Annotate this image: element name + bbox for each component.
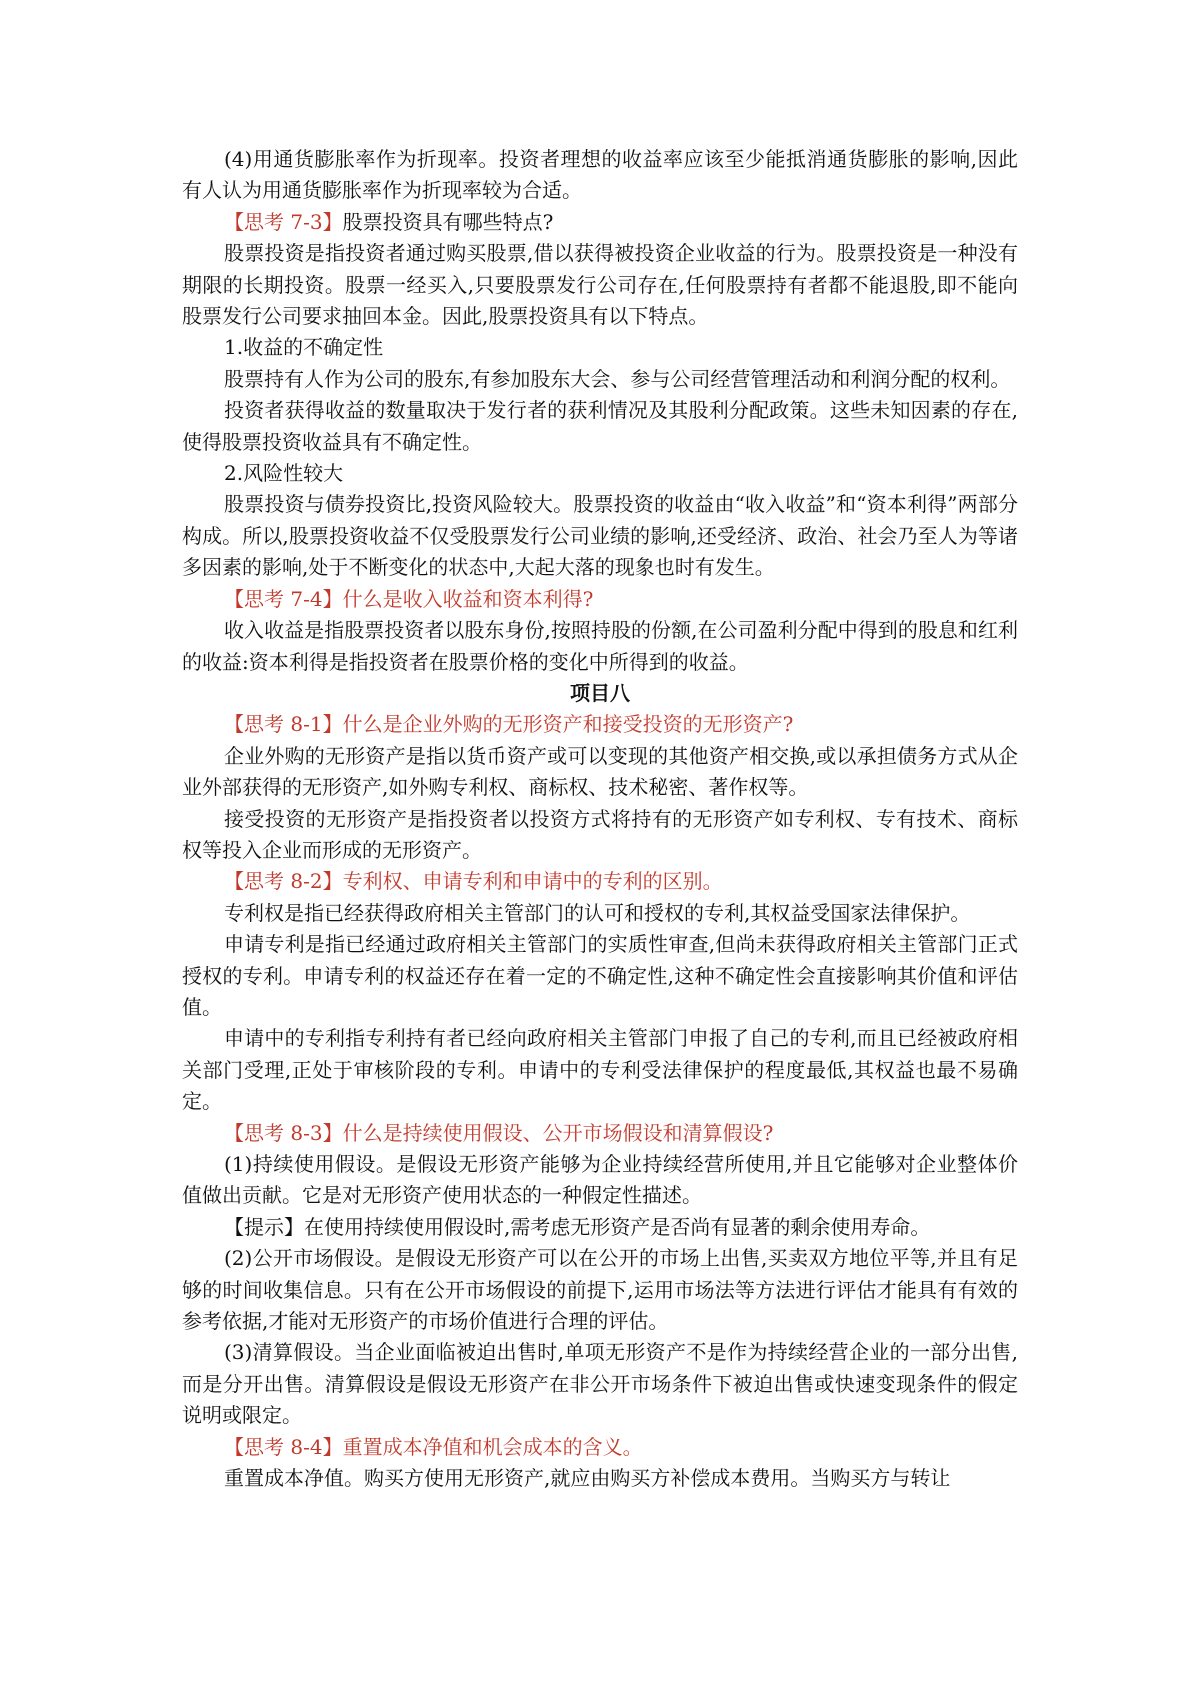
subheading: 1.收益的不确定性 <box>224 335 384 360</box>
tip <box>182 1212 1018 1243</box>
paragraph: 申请中的专利指专利持有者已经向政府相关主管部门申报了自己的专利,而且已经被政府相关部门受理,正处于审核阶段的专利。申请中的专利受法律保护的程度最低,其权益也最不易确定。 <box>182 1026 1018 1114</box>
paragraph: (2)公开市场假设。是假设无形资产可以在公开的市场上出售,买卖双方地位平等,并且有足够的时间收集信息。只有在公开市场假设的前提下,运用市场法等方法进行评估才能具有有效的参考依据,才能对无形资产的市场价值进行合理的评估。 <box>182 1246 1018 1334</box>
paragraph: 企业外购的无形资产是指以货币资产或可以变现的其他资产相交换,或以承担债务方式从企业外部获得的无形资产,如外购专利权、商标权、技术秘密、著作权等。 <box>182 743 1018 800</box>
paragraph: 收入收益是指股票投资者以股东身份,按照持股的份额,在公司盈利分配中得到的股息和红利的收益:资本利得是指投资者在股票价格的变化中所得到的收益。 <box>182 618 1018 674</box>
question-tag: 【思考 8-4】 <box>224 1434 343 1459</box>
question-tag: 【思考 8-1】 <box>224 712 343 737</box>
section-heading: 项目八 <box>570 680 630 705</box>
question-text: 专利权、申请专利和申请中的专利的区别。 <box>342 869 723 894</box>
paragraph: (3)清算假设。当企业面临被迫出售时,单项无形资产不是作为持续经营企业的一部分出售,而是分开出售。清算假设是假设无形资产在非公开市场条件下被迫出售或快速变现条件的假定说明或限定。 <box>182 1340 1018 1428</box>
question-text: 什么是持续使用假设、公开市场假设和清算假设? <box>342 1120 774 1145</box>
paragraph: 股票持有人作为公司的股东,有参加股东大会、参与公司经营管理活动和利润分配的权利。 <box>224 366 1011 391</box>
tip-tag: 【提示】 <box>224 1214 304 1239</box>
question-tag: 【思考 7-4】 <box>224 586 343 611</box>
paragraph: 接受投资的无形资产是指投资者以投资方式将持有的无形资产如专利权、专有技术、商标权等投入企业而形成的无形资产。 <box>182 806 1018 862</box>
question-tag: 【思考 7-3】 <box>224 209 343 234</box>
question-text: 什么是企业外购的无形资产和接受投资的无形资产? <box>342 712 794 737</box>
question-tag: 【思考 8-2】 <box>224 869 343 894</box>
question-text: 重置成本净值和机会成本的含义。 <box>342 1434 643 1459</box>
paragraph: 重置成本净值。购买方使用无形资产,就应由购买方补偿成本费用。当购买方与转让 <box>224 1466 951 1491</box>
paragraph: 投资者获得收益的数量取决于发行者的获利情况及其股利分配政策。这些未知因素的存在,使得股票投资收益具有不确定性。 <box>182 398 1018 454</box>
paragraph: 申请专利是指已经通过政府相关主管部门的实质性审查,但尚未获得政府相关主管部门正式授权的专利。申请专利的权益还存在着一定的不确定性,这种不确定性会直接影响其价值和评估值。 <box>182 932 1018 1019</box>
subheading: 2.风险性较大 <box>224 461 344 486</box>
tip-text: 在使用持续使用假设时,需考虑无形资产是否尚有显著的剩余使用寿命。 <box>304 1214 931 1239</box>
paragraph: (1)持续使用假设。是假设无形资产能够为企业持续经营所使用,并且它能够对企业整体价值做出贡献。它是对无形资产使用状态的一种假定性描述。 <box>182 1152 1018 1208</box>
question-7-4 <box>182 584 1018 615</box>
document-body <box>182 144 1018 1494</box>
paragraph: (4)用通货膨胀率作为折现率。投资者理想的收益率应该至少能抵消通货膨胀的影响,因此有人认为用通货膨胀率作为折现率较为合适。 <box>182 147 1018 203</box>
paragraph: 股票投资与债券投资比,投资风险较大。股票投资的收益由“收入收益”和“资本利得”两部分构成。所以,股票投资收益不仅受股票发行公司业绩的影响,还受经济、政治、社会乃至人为等诸多因素的影响,处于不断变化的状态中,大起大落的现象也时有发生。 <box>182 492 1018 580</box>
paragraph: 专利权是指已经获得政府相关主管部门的认可和授权的专利,其权益受国家法律保护。 <box>224 900 971 925</box>
paragraph: 股票投资是指投资者通过购买股票,借以获得被投资企业收益的行为。股票投资是一种没有期限的长期投资。股票一经买入,只要股票发行公司存在,任何股票持有者都不能退股,即不能向股票发行公司要求抽回本金。因此,股票投资具有以下特点。 <box>182 241 1018 329</box>
question-text: 股票投资具有哪些特点? <box>342 209 554 234</box>
question-tag: 【思考 8-3】 <box>224 1120 343 1145</box>
question-8-2 <box>182 866 1018 897</box>
question-8-1 <box>182 709 1018 740</box>
question-text: 什么是收入收益和资本利得? <box>342 586 594 611</box>
question-7-3 <box>182 207 1018 238</box>
question-8-4 <box>182 1432 1018 1463</box>
question-8-3 <box>182 1118 1018 1149</box>
